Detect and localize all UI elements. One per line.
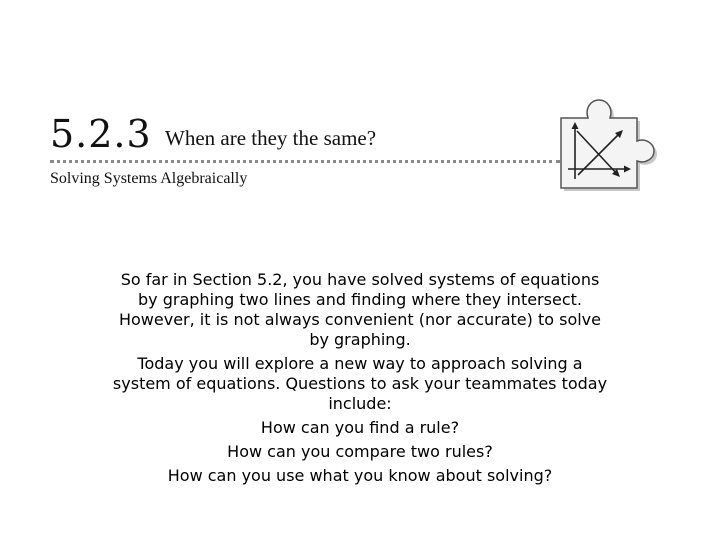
question-use-solving: How can you use what you know about solving?	[167, 466, 553, 485]
lesson-title: When are they the same?	[165, 126, 377, 150]
dotted-divider	[50, 160, 560, 163]
question-find-rule: How can you find a rule?	[260, 418, 460, 437]
question-compare-rules: How can you compare two rules?	[227, 442, 493, 461]
task-paragraph: Today you will explore a new way to approach solving a system of equations. Questions to ask your teammates today include:	[112, 354, 608, 413]
lesson-introduction	[112, 270, 608, 490]
puzzle-piece-graph-icon	[548, 95, 658, 195]
lesson-subtitle: Solving Systems Algebraically	[50, 170, 248, 187]
intro-paragraph: So far in Section 5.2, you have solved systems of equations by graphing two lines and finding where they intersect. However, it is not always convenient (nor accurate) to solve by graphing.	[118, 270, 601, 349]
lesson-header	[50, 112, 560, 202]
section-number: 5.2.3	[50, 112, 152, 156]
